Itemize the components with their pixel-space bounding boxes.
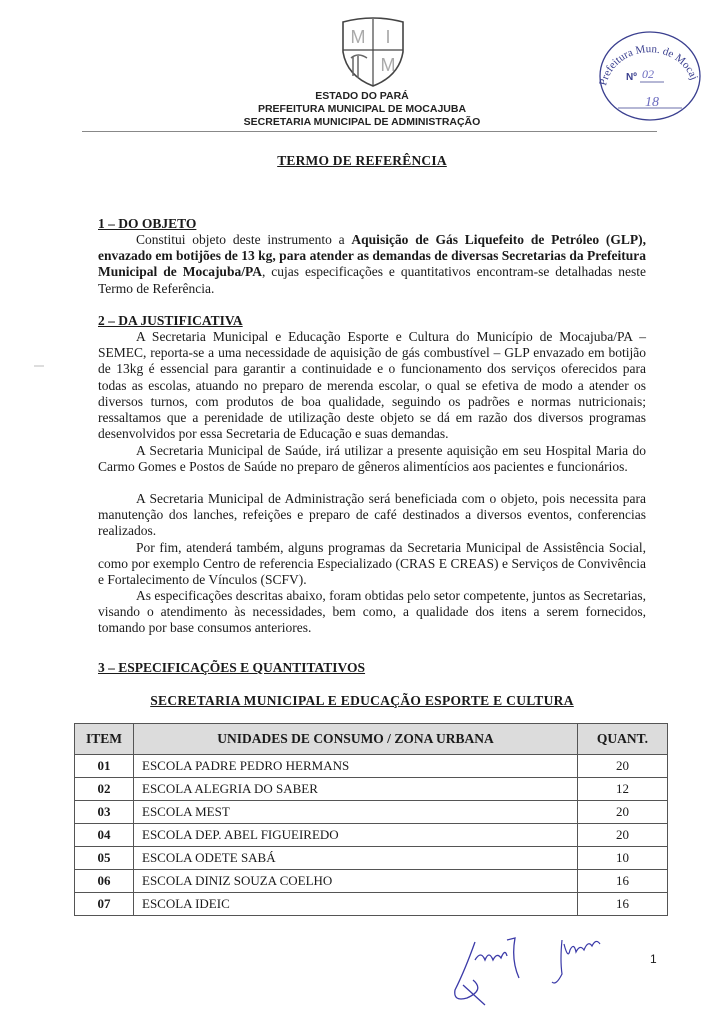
crest-letter-1: M bbox=[350, 27, 366, 47]
header-unit: UNIDADES DE CONSUMO / ZONA URBANA bbox=[134, 724, 578, 755]
justificativa-text-3: A Secretaria Municipal de Administração será beneficiada com o objeto, pois necessita para manutenção dos lanches, refeições e preparo de café destinados a diversos eventos, conferencias realizados. bbox=[98, 491, 646, 539]
row-unit: ESCOLA ODETE SABÁ bbox=[134, 847, 578, 870]
table-row bbox=[75, 801, 668, 824]
justificativa-paragraph-4 bbox=[98, 540, 646, 589]
row-item: 05 bbox=[75, 847, 134, 870]
document-title: TERMO DE REFERÊNCIA bbox=[277, 153, 447, 168]
header-divider bbox=[82, 131, 657, 132]
row-unit: ESCOLA MEST bbox=[134, 801, 578, 824]
row-item: 06 bbox=[75, 870, 134, 893]
crest-letter-3: M bbox=[380, 55, 396, 75]
row-unit: ESCOLA PADRE PEDRO HERMANS bbox=[134, 755, 578, 778]
municipal-crest-icon bbox=[339, 16, 407, 88]
row-item: 03 bbox=[75, 801, 134, 824]
row-unit: ESCOLA IDEIC bbox=[134, 893, 578, 916]
section-heading-especificacoes: 3 – ESPECIFICAÇÕES E QUANTITATIVOS bbox=[98, 660, 366, 675]
table-row bbox=[75, 755, 668, 778]
section-heading-justificativa: 2 – DA JUSTIFICATIVA bbox=[98, 313, 243, 328]
objeto-bold: Aquisição de Gás Liquefeito de Petróleo (GLP), envazado em botijões de 13 kg, para atender as demandas de diversas Secretarias da Prefeitura Municipal de Mocajuba/PA bbox=[98, 232, 646, 280]
table-row bbox=[75, 870, 668, 893]
row-qty: 10 bbox=[578, 847, 668, 870]
signature-2-icon bbox=[550, 930, 610, 990]
row-unit: ESCOLA DEP. ABEL FIGUEIREDO bbox=[134, 824, 578, 847]
quantities-table bbox=[74, 723, 668, 916]
table-row bbox=[75, 778, 668, 801]
header-prefecture: PREFEITURA MUNICIPAL DE MOCAJUBA bbox=[257, 103, 467, 115]
justificativa-paragraph-1 bbox=[98, 329, 646, 442]
justificativa-paragraph-3 bbox=[98, 491, 646, 540]
objeto-lead: Constitui objeto deste instrumento a bbox=[136, 232, 352, 247]
stamp-ring-text: Prefeitura Mun. de Mocaj bbox=[597, 43, 700, 87]
table-row bbox=[75, 893, 668, 916]
row-qty: 20 bbox=[578, 755, 668, 778]
stamp-handwritten-value: 18 bbox=[645, 95, 659, 110]
row-item: 04 bbox=[75, 824, 134, 847]
justificativa-paragraph-5 bbox=[98, 588, 646, 637]
objeto-paragraph bbox=[98, 232, 646, 297]
signature-1-icon bbox=[445, 930, 535, 1010]
objeto-tail: , cujas especificações e quantitativos encontram-se detalhadas neste Termo de Referência. bbox=[98, 264, 646, 296]
justificativa-paragraph-2 bbox=[98, 443, 646, 475]
table-header-row bbox=[75, 724, 668, 755]
row-qty: 20 bbox=[578, 801, 668, 824]
page-number: 1 bbox=[650, 952, 657, 966]
row-qty: 16 bbox=[578, 893, 668, 916]
protocol-stamp bbox=[592, 26, 704, 122]
row-unit: ESCOLA DINIZ SOUZA COELHO bbox=[134, 870, 578, 893]
table-row bbox=[75, 824, 668, 847]
row-item: 02 bbox=[75, 778, 134, 801]
row-qty: 12 bbox=[578, 778, 668, 801]
margin-mark bbox=[34, 365, 44, 367]
table-row bbox=[75, 847, 668, 870]
header-secretariat: SECRETARIA MUNICIPAL DE ADMINISTRAÇÃO bbox=[243, 116, 481, 128]
section-heading-objeto: 1 – DO OBJETO bbox=[98, 216, 197, 231]
row-qty: 16 bbox=[578, 870, 668, 893]
row-unit: ESCOLA ALEGRIA DO SABER bbox=[134, 778, 578, 801]
row-item: 01 bbox=[75, 755, 134, 778]
header-item: ITEM bbox=[75, 724, 134, 755]
row-item: 07 bbox=[75, 893, 134, 916]
header-qty: QUANT. bbox=[578, 724, 668, 755]
justificativa-text-2: A Secretaria Municipal de Saúde, irá utilizar a presente aquisição em seu Hospital Maria do Carmo Gomes e Postos de Saúde no preparo de gêneros alimentícios aos pacientes e funcionários. bbox=[98, 443, 646, 475]
justificativa-text-1: A Secretaria Municipal e Educação Esporte e Cultura do Município de Mocajuba/PA – SEMEC, reporta-se a uma necessidade de aquisição de gás combustível – GLP envazado em botijão de 13kg é essencial para garantir a continuidade e o funcionamento dos serviços oferecidos para todas as escolas, atuando no preparo de merenda escolar, o qual se efetiva de modo a atender os diversos turnos, com produtos de boa qualidade, seguindo os padrões e normas nutricionais; ressaltamos que a perenidade de utilização deste objeto se dá em razão dos diversos programas desenvolvidos por essa Secretaria de Educação e suas demandas. bbox=[98, 329, 646, 442]
table-title: SECRETARIA MUNICIPAL E EDUCAÇÃO ESPORTE E CULTURA bbox=[150, 693, 574, 708]
stamp-number-value: 02 bbox=[642, 67, 654, 81]
justificativa-text-4: Por fim, atenderá também, alguns programas da Secretaria Municipal de Assistência Social, como por exemplo Centro de referencia Especializado (CRAS E CREAS) e Serviços de Convivência e Fortalecimento de Vínculos (SCFV). bbox=[98, 540, 646, 588]
justificativa-text-5: As especificações descritas abaixo, foram obtidas pelo setor competente, juntos as Secretarias, visando o atendimento às necessidades, bem como, a qualidade dos itens a serem fornecidos, tomando por base consumos anteriores. bbox=[98, 588, 646, 636]
crest-letter-2: I bbox=[385, 27, 391, 47]
stamp-number-label: Nº bbox=[626, 72, 637, 83]
header-state: ESTADO DO PARÁ bbox=[315, 90, 409, 102]
row-qty: 20 bbox=[578, 824, 668, 847]
